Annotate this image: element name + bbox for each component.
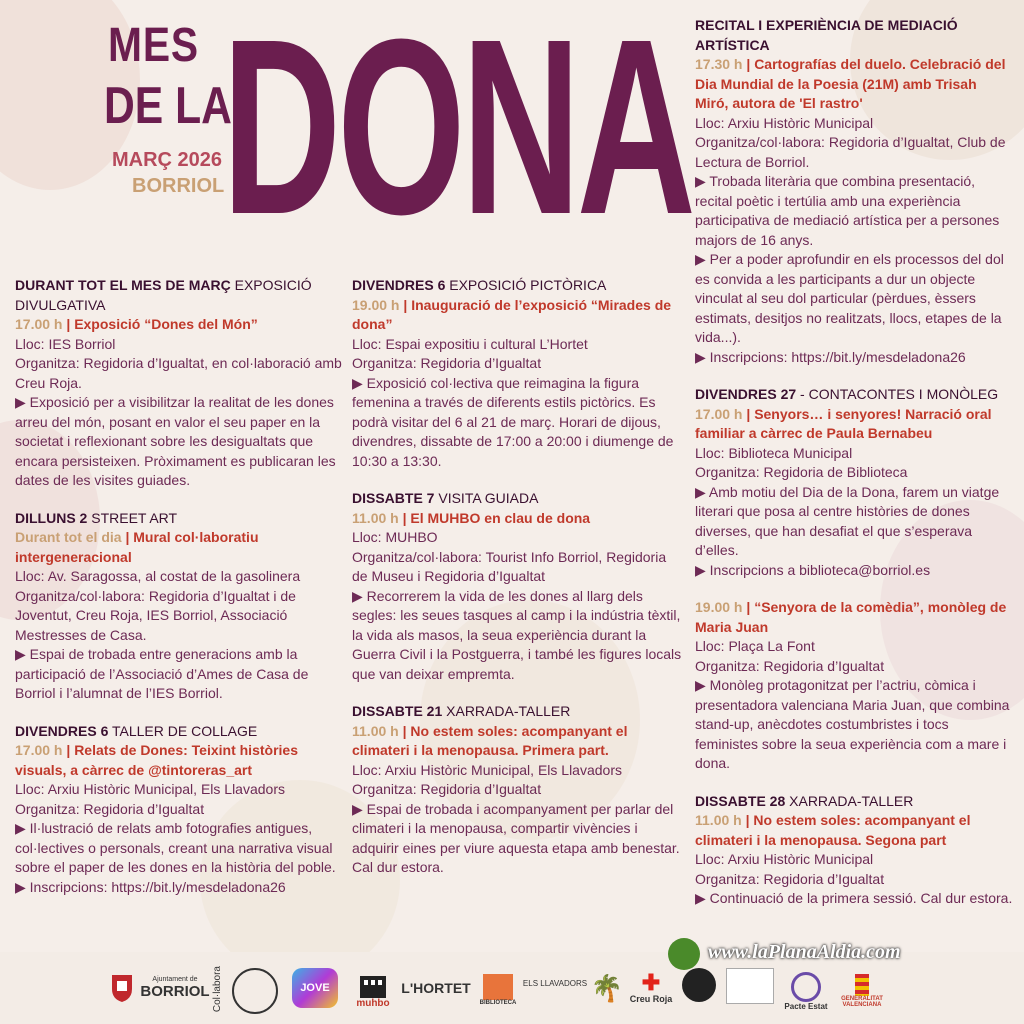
event-title: Exposició “Dones del Món” (74, 316, 258, 332)
event-day-label: DISSABTE 21 (352, 703, 443, 719)
event-heading (15, 528, 345, 567)
header-date: MARÇ 2026 (112, 149, 223, 171)
event-title: No estem soles: acompanyant el climateri i la menopausa. Segona part (695, 812, 971, 848)
logo-llavadors (522, 968, 588, 998)
event-detail: Organitza: Regidoria d’Igualtat, en col·laboració amb Creu Roja. (15, 355, 342, 391)
separator: | (399, 296, 412, 313)
generalitat-icon (855, 974, 869, 996)
logo-palm: 🌴 (590, 972, 624, 1003)
biblioteca-icon (483, 974, 513, 1000)
header-mes: MES (108, 19, 199, 72)
event-detail: Organitza: Regidoria de Biblioteca (695, 464, 908, 480)
event-description: ▶ Inscripcions: https://bit.ly/mesdeladona26 (695, 348, 966, 365)
event-heading (352, 296, 682, 335)
event-detail: Lloc: Arxiu Històric Municipal, Els Llavadors (15, 781, 285, 797)
event-day (695, 385, 1013, 405)
colabora-label: Col·labora (212, 966, 223, 1013)
event-title: Mural col·laboratiu intergeneracional (15, 529, 259, 565)
event-detail: Organitza: Regidoria d’Igualtat (352, 355, 542, 371)
hortet-label: L'HORTET (401, 980, 471, 996)
logo-creu-roja (626, 968, 676, 1008)
event-day (695, 792, 1013, 812)
event-detail: Lloc: Arxiu Històric Municipal (695, 851, 874, 867)
llavadors-label: ELS LLAVADORS (522, 978, 588, 988)
event-type: XARRADA-TALLER (442, 703, 571, 719)
event-detail: Organitza: Regidoria d’Igualtat (15, 800, 205, 817)
column-3 (695, 16, 1013, 927)
shield-icon (110, 973, 134, 1003)
event-entry (15, 276, 345, 491)
biblioteca-label: BIBLIOTECA (479, 1000, 517, 1006)
muhbo-label: muhbo (356, 997, 390, 1009)
event-heading (15, 741, 345, 780)
separator: | (398, 509, 411, 526)
event-type: VISITA GUIADA (434, 490, 539, 506)
event-time: 17.00 h (15, 316, 63, 332)
event-heading (695, 55, 1013, 114)
event-detail: Lloc: Arxiu Històric Municipal, Els Llavadors (352, 761, 622, 778)
logo-muhbo (352, 968, 394, 1012)
building-icon (358, 972, 388, 998)
event-type: XARRADA-TALLER (785, 792, 914, 809)
event-day-label: DIVENDRES 27 (695, 386, 797, 402)
separator: | (742, 56, 755, 72)
event-time: 17.30 h (695, 56, 743, 72)
event-description: ▶ Il·lustració de relats amb fotografies antigues, col·lectives o personals, creant una narrativa visual sobre el paper de les dones en la història del poble. (15, 820, 336, 875)
event-detail: Organitza/col·labora: Regidoria d’Igualtat i de Joventut, Creu Roja, IES Borriol, Associació Mestresses de Casa. (15, 587, 296, 643)
event-heading (695, 811, 1013, 850)
separator: | (742, 599, 755, 615)
event-heading (15, 315, 345, 335)
event-heading (352, 509, 682, 529)
separator: | (62, 742, 75, 758)
event-detail: Lloc: Av. Saragossa, al costat de la gasolinera (15, 568, 301, 584)
event-entry (352, 702, 682, 878)
header-dona: DONA (222, 0, 692, 266)
event-day-label: DISSABTE 7 (352, 490, 435, 506)
event-day (352, 489, 682, 509)
event-description: ▶ Continuació de la primera sessió. Cal dur estora. (695, 890, 1013, 906)
logo-association (232, 968, 278, 1014)
event-entry (695, 598, 1013, 774)
event-description: ▶ Inscripcions: https://bit.ly/mesdeladona26 (15, 878, 286, 895)
event-time: 11.00 h (352, 722, 399, 739)
separator: | (398, 722, 411, 739)
event-day (695, 16, 1013, 55)
logo-pacte (778, 968, 834, 1014)
event-description: ▶ Recorrerem la vida de les dones al llarg dels segles: les seues tasques al camp i la indústria tèxtil, la vida als masos, la seua experiència durant la Guerra Civil i la Postguerra, i també les figures locals que van deixar empremta. (352, 587, 682, 682)
event-day-label: RECITAL I EXPERIÈNCIA DE MEDIACIÓ ARTÍSTICA (695, 17, 958, 53)
event-day (352, 702, 682, 722)
event-description: ▶ Monòleg protagonitzat per l’actriu, còmica i presentadora valenciana Maria Juan, que combina stand-up, anècdotes costumbristes i tocs feministes sobre la seua experiència com a mare i dona. (695, 677, 1010, 771)
watermark-logo-icon (668, 938, 700, 970)
event-type: TALLER DE COLLAGE (108, 722, 258, 739)
event-description: ▶ Espai de trobada i acompanyament per parlar del climateri i la menopausa, compartir vivències i adquirir eines per viure aquesta etapa amb benestar. Cal dur estora. (352, 800, 680, 875)
separator: | (742, 405, 755, 422)
event-detail: Organitza: Regidoria d’Igualtat (695, 657, 885, 674)
jove-label: JOVE (300, 982, 330, 994)
event-title: “Senyora de la comèdia”, monòleg de Maria Juan (695, 599, 1007, 635)
event-day (15, 276, 345, 315)
event-title: No estem soles: acompanyant el climateri i la menopausa. Primera part. (352, 722, 628, 758)
logo-hortet (402, 968, 470, 1008)
event-time: 19.00 h (352, 296, 400, 313)
event-time: 17.00 h (15, 742, 63, 758)
event-type: - CONTACONTES I MONÒLEG (796, 386, 999, 402)
event-heading (352, 722, 682, 761)
red-cross-icon: ✚ (641, 970, 661, 995)
event-type: EXPOSICIÓ DIVULGATIVA (15, 277, 312, 313)
event-day-label: DILLUNS 2 (15, 509, 88, 526)
event-type: STREET ART (87, 509, 178, 526)
event-entry (695, 792, 1013, 909)
event-entry (352, 489, 682, 684)
logo-biblioteca (480, 968, 516, 1012)
event-title: Inauguració de l’exposició “Mirades de dona” (352, 296, 672, 332)
separator: | (62, 316, 75, 332)
event-day-label: DURANT TOT EL MES DE MARÇ (15, 277, 231, 293)
event-entry (695, 385, 1013, 580)
event-detail: Lloc: Biblioteca Municipal (695, 444, 853, 461)
event-day (15, 509, 345, 529)
ajuntament-label: Ajuntament de (152, 976, 198, 983)
event-day-label: DIVENDRES 6 (15, 722, 109, 739)
event-title: Relats de Dones: Teixint històries visuals, a càrrec de @tintoreras_art (15, 742, 298, 778)
logo-jove (292, 968, 338, 1008)
event-description: ▶ Exposició per a visibilitzar la realitat de les dones arreu del món, posant en valor el seu paper en la societat i reflexionant sobre les desigualtats que encara persisteixen. Pròximament es publicaran les dates de les visites guiades. (15, 394, 336, 488)
pacte-label: Pacte Estat (784, 1001, 828, 1011)
event-day (15, 722, 345, 742)
event-time: 17.00 h (695, 405, 743, 422)
header-de-la: DE LA (104, 77, 232, 135)
event-detail: Organitza/col·labora: Tourist Info Borriol, Regidoria de Museu i Regidoria d’Igualtat (352, 548, 667, 584)
event-entry (352, 276, 682, 471)
borriol-label: BORRIOL (140, 983, 210, 1000)
column-2 (352, 276, 682, 896)
event-description: ▶ Inscripcions a biblioteca@borriol.es (695, 561, 931, 578)
event-detail: Lloc: MUHBO (352, 529, 438, 545)
event-time: 11.00 h (695, 812, 742, 828)
pacte-icon (791, 972, 821, 1002)
event-title: Senyors… i senyores! Narració oral familiar a càrrec de Paula Bernabeu (695, 405, 992, 441)
separator: | (741, 812, 754, 828)
watermark-text: www.laPlanaAldia.com (708, 941, 901, 963)
event-entry (15, 722, 345, 898)
event-time: Durant tot el dia (15, 529, 122, 545)
event-description: ▶ Espai de trobada entre generacions amb la participació de l’Associació d’Ames de Casa de Borriol i l’alumnat de l’IES Borriol. (15, 646, 309, 701)
watermark (668, 936, 918, 972)
event-day (352, 276, 682, 296)
event-entry (695, 16, 1013, 367)
event-detail: Organitza/col·labora: Regidoria d’Igualtat, Club de Lectura de Borriol. (695, 134, 1006, 170)
event-description: ▶ Exposició col·lectiva que reimagina la figura femenina a través de diferents estils pictòrics. Es podrà visitar del 6 al 21 de març. Horari de dijous, divendres, dissabte de 17:00 a 20:00 i diumenge de 10:30 a 13:30. (352, 374, 674, 469)
event-time: 11.00 h (352, 509, 399, 526)
header-place: BORRIOL (132, 175, 225, 197)
event-detail: Lloc: IES Borriol (15, 335, 116, 352)
event-description: ▶ Per a poder aprofundir en els processos del dol es convida a les participants a dur un objecte vinculat al seu dol particular (pèrdues, èssers estimats, desitjos no realitzats, llocs, etapes de la vida...). (695, 251, 1004, 345)
logo-ajuntament-borriol (110, 968, 210, 1008)
creu-roja-label: Creu Roja (629, 994, 673, 1004)
event-detail: Lloc: Plaça La Font (695, 638, 815, 654)
column-1 (15, 276, 345, 915)
generalitat-label: GENERALITAT VALENCIANA (841, 996, 883, 1008)
logo-generalitat (840, 968, 884, 1014)
event-detail: Organitza: Regidoria d’Igualtat (695, 870, 885, 887)
event-type: EXPOSICIÓ PICTÒRICA (445, 277, 607, 293)
event-detail: Lloc: Espai expositiu i cultural L’Hortet (352, 335, 588, 352)
event-day-label: DISSABTE 28 (695, 792, 786, 809)
separator: | (121, 529, 134, 545)
logo-document (726, 968, 774, 1004)
event-entry (15, 509, 345, 704)
event-title: El MUHBO en clau de dona (410, 509, 591, 526)
event-detail: Organitza: Regidoria d’Igualtat (352, 781, 542, 797)
event-detail: Lloc: Arxiu Històric Municipal (695, 114, 874, 131)
logo-round (682, 968, 716, 1002)
event-heading (695, 405, 1013, 444)
event-day-label: DIVENDRES 6 (352, 277, 446, 293)
event-title: Cartografías del duelo. Celebració del Dia Mundial de la Poesia (21M) amb Trisah Miró, autora de 'El rastro' (695, 56, 1006, 111)
event-description: ▶ Trobada literària que combina presentació, recital poètic i tertúlia amb una experiència participativa de mediació artística per a persones majors de 16 anys. (695, 173, 1000, 248)
event-description: ▶ Amb motiu del Dia de la Dona, farem un viatge literari que posa al centre històries de dones diverses, que han desafiat el que s’esperava d’elles. (695, 483, 1000, 558)
event-time: 19.00 h (695, 599, 743, 615)
event-heading (695, 598, 1013, 637)
